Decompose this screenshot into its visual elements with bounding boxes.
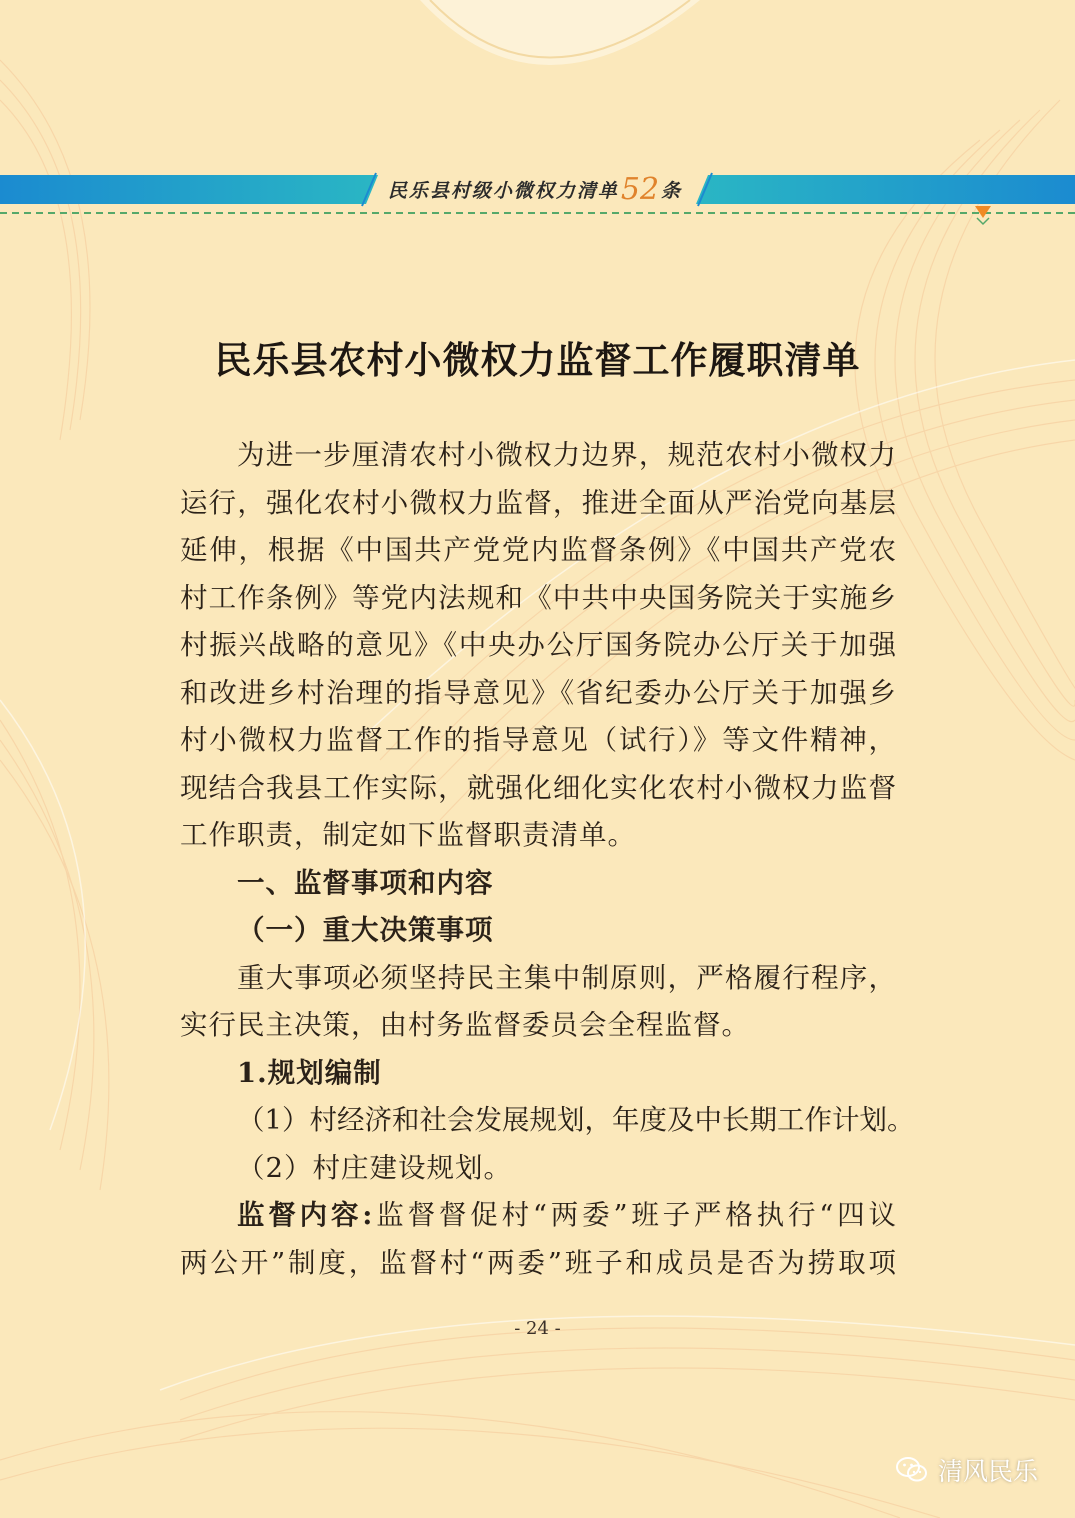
header-title-prefix: 民乐县村级小微权力清单 [387,179,619,202]
header-title-suffix: 条 [661,179,683,202]
paragraph-lines [180,432,915,1192]
supervision-line [180,1192,896,1240]
paragraph-line: 实行民主决策，由村务监督委员会全程监督。 [180,1009,750,1041]
paragraph-line: （2）村庄建设规划。 [237,1151,512,1184]
paragraph-line: 村工作条例》等党内法规和《中共中央国务院关于实施乡 [180,581,896,614]
paragraph-line: 和改进乡村治理的指导意见》《省纪委办公厅关于加强乡 [180,676,896,709]
paragraph-line: （1）村经济和社会发展规划，年度及中长期工作计划。 [237,1104,915,1136]
document-title: 民乐县农村小微权力监督工作履职清单 [214,338,861,382]
section-heading: 1.规划编制 [237,1056,382,1089]
paragraph-line: 重大事项必须坚持民主集中制原则，严格履行程序， [237,961,896,994]
supervision-label: 监督内容: [237,1199,373,1231]
paragraph-line: 为进一步厘清农村小微权力边界，规范农村小微权力 [237,439,896,471]
paragraph-line: 村振兴战略的意见》《中央办公厅国务院办公厅关于加强 [180,629,896,661]
section-heading: （一）重大决策事项 [237,914,494,946]
header-title [375,172,695,206]
wechat-icon [896,1456,928,1484]
document-body [180,432,915,1287]
paragraph-line: 工作职责，制定如下监督职责清单。 [180,819,636,851]
wechat-watermark [896,1452,1038,1488]
paragraph-line: 现结合我县工作实际，就强化细化实化农村小微权力监督 [180,771,896,804]
paragraph-line: 延伸，根据《中国共产党党内监督条例》《中国共产党农 [180,534,896,566]
last-line: 两公开”制度，监督村“两委”班子和成员是否为捞取项 [180,1246,896,1279]
page-number: - 24 - [514,1318,561,1339]
paragraph-line: 村小微权力监督工作的指导意见（试行）》等文件精神， [180,724,896,756]
paragraph-line: 运行，强化农村小微权力监督，推进全面从严治党向基层 [180,486,896,519]
watermark-text: 清风民乐 [938,1457,1039,1486]
supervision-text: 监督督促村“两委”班子严格执行“四议 [372,1199,896,1231]
header-title-number: 52 [620,171,660,207]
section-heading: 一、监督事项和内容 [237,866,494,899]
